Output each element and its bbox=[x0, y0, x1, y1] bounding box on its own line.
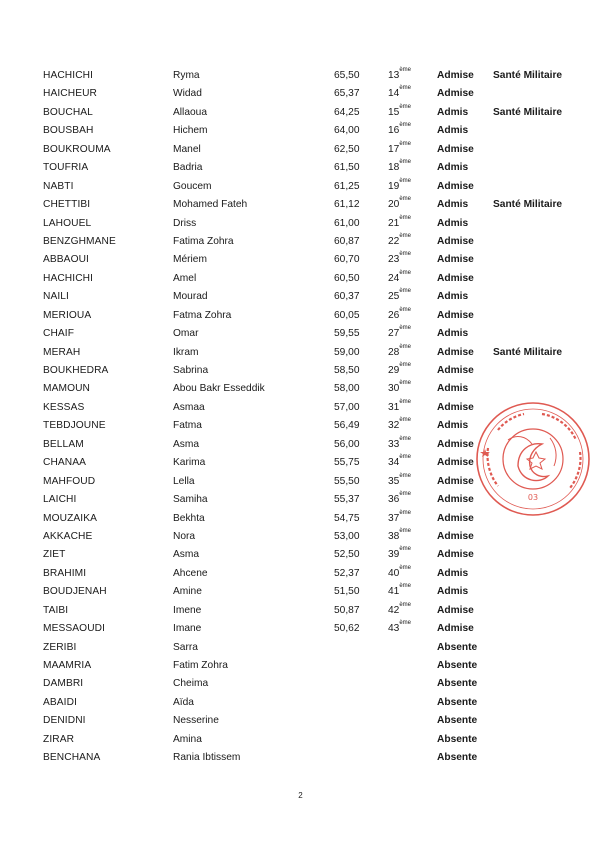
candidate-decision: Admis bbox=[437, 586, 469, 598]
candidate-rank bbox=[388, 196, 411, 214]
candidate-decision: Admise bbox=[437, 309, 474, 321]
candidate-decision: Absente bbox=[437, 715, 478, 727]
rank-suffix: ème bbox=[399, 103, 412, 110]
rank-number: 30 bbox=[388, 383, 400, 395]
candidate-score: 64,25 bbox=[334, 106, 360, 118]
candidate-score: 51,50 bbox=[334, 586, 360, 598]
candidate-first-name: Bekhta bbox=[173, 512, 205, 524]
candidate-last-name: BOUKHEDRA bbox=[43, 365, 109, 376]
rank-suffix: ème bbox=[399, 454, 412, 461]
candidate-decision: Admise bbox=[437, 88, 474, 100]
candidate-last-name: BOUCHAL bbox=[43, 106, 93, 118]
candidate-decision: Admise bbox=[437, 457, 474, 469]
table-row bbox=[0, 380, 601, 398]
candidate-first-name: Sabrina bbox=[173, 365, 209, 376]
rank-number: 21 bbox=[388, 217, 400, 229]
candidate-last-name: MAMOUN bbox=[43, 383, 91, 395]
candidate-last-name: MERIOUA bbox=[43, 309, 92, 321]
rank-suffix: ème bbox=[399, 362, 412, 368]
candidate-first-name: Amine bbox=[173, 586, 202, 598]
candidate-decision: Absente bbox=[437, 696, 478, 708]
candidate-first-name: Goucem bbox=[173, 180, 212, 192]
table-row bbox=[0, 583, 601, 601]
candidate-rank bbox=[388, 380, 411, 398]
candidate-rank bbox=[388, 325, 411, 343]
rank-number: 38 bbox=[388, 530, 400, 542]
candidate-last-name: TEBDJOUNE bbox=[43, 420, 106, 432]
table-row bbox=[0, 85, 601, 103]
rank-number: 35 bbox=[388, 475, 400, 487]
table-row bbox=[0, 159, 601, 177]
table-row bbox=[0, 307, 601, 325]
candidate-first-name: Karima bbox=[173, 457, 206, 469]
candidate-decision: Admis bbox=[437, 217, 469, 229]
candidate-first-name: Fatma bbox=[173, 420, 202, 432]
candidate-rank bbox=[388, 159, 411, 177]
candidate-score: 61,00 bbox=[334, 217, 360, 229]
candidate-score: 60,70 bbox=[334, 254, 360, 266]
candidate-rank bbox=[388, 270, 411, 288]
rank-suffix: ème bbox=[399, 472, 412, 479]
candidate-rank bbox=[388, 436, 411, 454]
rank-suffix: ème bbox=[399, 380, 412, 387]
rank-number: 27 bbox=[388, 328, 400, 340]
candidate-decision: Admise bbox=[437, 494, 474, 506]
candidate-decision: Admise bbox=[437, 549, 474, 561]
rank-number: 33 bbox=[388, 438, 400, 450]
candidate-score: 60,37 bbox=[334, 291, 360, 303]
candidate-decision: Admise bbox=[437, 604, 474, 616]
candidate-score: 61,50 bbox=[334, 162, 360, 174]
rank-suffix: ème bbox=[399, 140, 412, 147]
candidate-decision: Admis bbox=[437, 383, 469, 395]
candidate-rank bbox=[388, 178, 411, 196]
candidate-score: 59,00 bbox=[334, 346, 360, 358]
rank-suffix: ème bbox=[399, 509, 412, 516]
rank-suffix: ème bbox=[399, 177, 412, 184]
candidate-score: 52,37 bbox=[334, 567, 360, 579]
candidate-decision: Admise bbox=[437, 70, 474, 81]
rank-number: 22 bbox=[388, 235, 400, 247]
rank-suffix: ème bbox=[399, 288, 412, 295]
candidate-score: 64,00 bbox=[334, 125, 360, 137]
candidate-first-name: Ryma bbox=[173, 70, 200, 81]
rank-number: 28 bbox=[388, 346, 400, 358]
candidate-rank bbox=[388, 307, 411, 325]
candidate-first-name: Imane bbox=[173, 623, 202, 635]
candidate-rank bbox=[388, 122, 411, 140]
candidate-score: 60,50 bbox=[334, 272, 360, 284]
table-row bbox=[0, 602, 601, 620]
candidate-score: 55,50 bbox=[334, 475, 360, 487]
table-row bbox=[0, 178, 601, 196]
table-row bbox=[0, 675, 601, 693]
candidate-last-name: BOUDJENAH bbox=[43, 586, 107, 598]
rank-number: 23 bbox=[388, 254, 400, 266]
rank-suffix: ème bbox=[399, 122, 412, 129]
candidate-score: 60,87 bbox=[334, 235, 360, 247]
rank-suffix: ème bbox=[399, 67, 412, 73]
candidate-decision: Admise bbox=[437, 272, 474, 284]
rank-number: 16 bbox=[388, 125, 400, 137]
rank-number: 15 bbox=[388, 106, 400, 118]
table-row bbox=[0, 694, 601, 712]
candidate-last-name: LAICHI bbox=[43, 494, 77, 506]
table-row bbox=[0, 546, 601, 564]
candidate-score: 61,25 bbox=[334, 180, 360, 192]
rank-suffix: ème bbox=[399, 527, 412, 534]
candidate-last-name: ZIRAR bbox=[43, 733, 75, 745]
table-row bbox=[0, 362, 601, 380]
table-row bbox=[0, 104, 601, 122]
candidate-rank bbox=[388, 491, 411, 509]
table-row bbox=[0, 749, 601, 767]
table-row bbox=[0, 344, 601, 362]
candidate-last-name: TOUFRIA bbox=[43, 162, 89, 174]
candidate-last-name: ABBAOUI bbox=[43, 254, 89, 266]
rank-suffix: ème bbox=[399, 232, 412, 239]
candidate-decision: Admis bbox=[437, 567, 469, 579]
official-seal-icon bbox=[474, 400, 592, 518]
candidate-rank bbox=[388, 417, 411, 435]
candidate-first-name: Asma bbox=[173, 549, 200, 561]
rank-suffix: ème bbox=[399, 343, 412, 350]
table-row bbox=[0, 620, 601, 638]
candidate-decision: Absente bbox=[437, 678, 478, 690]
candidate-decision: Absente bbox=[437, 733, 478, 745]
table-row bbox=[0, 565, 601, 583]
candidate-last-name: BRAHIMI bbox=[43, 567, 87, 579]
candidate-last-name: LAHOUEL bbox=[43, 217, 92, 229]
candidate-last-name: DENIDNI bbox=[43, 715, 86, 727]
candidate-score: 65,37 bbox=[334, 88, 360, 100]
candidate-first-name: Cheima bbox=[173, 678, 209, 690]
candidate-first-name: Ahcene bbox=[173, 567, 208, 579]
candidate-first-name: Mohamed Fateh bbox=[173, 199, 248, 211]
candidate-decision: Absente bbox=[437, 752, 478, 764]
candidate-rank bbox=[388, 546, 411, 564]
candidate-decision: Admise bbox=[437, 235, 474, 247]
rank-suffix: ème bbox=[399, 85, 412, 92]
candidate-first-name: Driss bbox=[173, 217, 197, 229]
candidate-score: 58,00 bbox=[334, 383, 360, 395]
rank-number: 32 bbox=[388, 420, 400, 432]
table-row bbox=[0, 528, 601, 546]
candidate-score: 59,55 bbox=[334, 328, 360, 340]
rank-suffix: ème bbox=[399, 564, 412, 571]
candidate-first-name: Lella bbox=[173, 475, 195, 487]
rank-suffix: ème bbox=[399, 398, 412, 405]
candidate-first-name: Badria bbox=[173, 162, 203, 174]
rank-number: 41 bbox=[388, 586, 400, 598]
candidate-assignment: Santé Militaire bbox=[493, 70, 563, 81]
candidate-score: 56,49 bbox=[334, 420, 360, 432]
candidate-rank bbox=[388, 528, 411, 546]
table-row bbox=[0, 233, 601, 251]
candidate-assignment: Santé Militaire bbox=[493, 346, 563, 358]
candidate-rank bbox=[388, 620, 411, 638]
candidate-rank bbox=[388, 67, 411, 85]
rank-number: 36 bbox=[388, 494, 400, 506]
rank-suffix: ème bbox=[399, 435, 412, 442]
table-row bbox=[0, 712, 601, 730]
rank-suffix: ème bbox=[399, 546, 412, 553]
candidate-rank bbox=[388, 344, 411, 362]
candidate-first-name: Mourad bbox=[173, 291, 208, 303]
rank-number: 42 bbox=[388, 604, 400, 616]
candidate-rank bbox=[388, 583, 411, 601]
candidate-last-name: ZIET bbox=[43, 549, 66, 561]
candidate-last-name: ABAIDI bbox=[43, 696, 78, 708]
candidate-last-name: CHETTIBI bbox=[43, 199, 91, 211]
candidate-last-name: NABTI bbox=[43, 180, 74, 192]
rank-suffix: ème bbox=[399, 306, 412, 313]
candidate-first-name: Allaoua bbox=[173, 106, 207, 118]
candidate-last-name: MAHFOUD bbox=[43, 475, 96, 487]
table-row bbox=[0, 141, 601, 159]
candidate-last-name: DAMBRI bbox=[43, 678, 84, 690]
table-row bbox=[0, 67, 601, 85]
rank-number: 17 bbox=[388, 143, 400, 155]
rank-number: 26 bbox=[388, 309, 400, 321]
rank-number: 40 bbox=[388, 567, 400, 579]
candidate-score: 53,00 bbox=[334, 530, 360, 542]
rank-suffix: ème bbox=[399, 196, 412, 203]
candidate-rank bbox=[388, 251, 411, 269]
rank-suffix: ème bbox=[399, 251, 412, 258]
candidate-last-name: MERAH bbox=[43, 346, 81, 358]
candidate-score: 65,50 bbox=[334, 70, 360, 81]
candidate-first-name: Aïda bbox=[173, 696, 194, 708]
rank-number: 34 bbox=[388, 457, 400, 469]
candidate-decision: Admise bbox=[437, 512, 474, 524]
rank-number: 13 bbox=[388, 70, 400, 81]
candidate-decision: Admis bbox=[437, 162, 469, 174]
table-row bbox=[0, 215, 601, 233]
candidate-rank bbox=[388, 473, 411, 491]
candidate-rank bbox=[388, 288, 411, 306]
candidate-decision: Admise bbox=[437, 180, 474, 192]
rank-suffix: ème bbox=[399, 325, 412, 332]
candidate-last-name: CHANAA bbox=[43, 457, 87, 469]
rank-suffix: ème bbox=[399, 491, 412, 498]
candidate-rank bbox=[388, 104, 411, 122]
candidate-last-name: MOUZAIKA bbox=[43, 512, 98, 524]
rank-suffix: ème bbox=[399, 583, 412, 590]
candidate-last-name: BOUKROUMA bbox=[43, 143, 111, 155]
candidate-decision: Admise bbox=[437, 401, 474, 413]
candidate-first-name: Rania Ibtissem bbox=[173, 752, 241, 764]
candidate-first-name: Fatima Zohra bbox=[173, 235, 234, 247]
candidate-first-name: Hichem bbox=[173, 125, 208, 137]
candidate-last-name: HAICHEUR bbox=[43, 88, 98, 100]
candidate-decision: Admis bbox=[437, 106, 469, 118]
candidate-decision: Admise bbox=[437, 530, 474, 542]
candidate-last-name: BOUSBAH bbox=[43, 125, 94, 137]
candidate-score: 50,62 bbox=[334, 623, 360, 635]
table-row bbox=[0, 122, 601, 140]
candidate-last-name: BENZGHMANE bbox=[43, 235, 116, 247]
candidate-decision: Admis bbox=[437, 199, 469, 211]
candidate-decision: Admis bbox=[437, 125, 469, 137]
table-row bbox=[0, 657, 601, 675]
candidate-first-name: Imene bbox=[173, 604, 202, 616]
candidate-first-name: Manel bbox=[173, 143, 201, 155]
rank-number: 43 bbox=[388, 623, 400, 635]
candidate-first-name: Abou Bakr Esseddik bbox=[173, 383, 265, 395]
candidate-first-name: Fatma Zohra bbox=[173, 309, 232, 321]
candidate-last-name: BENCHANA bbox=[43, 752, 101, 764]
candidate-score: 55,75 bbox=[334, 457, 360, 469]
candidate-first-name: Mériem bbox=[173, 254, 207, 266]
table-row bbox=[0, 731, 601, 749]
rank-suffix: ème bbox=[399, 620, 412, 627]
rank-suffix: ème bbox=[399, 417, 412, 424]
candidate-rank bbox=[388, 565, 411, 583]
candidate-first-name: Omar bbox=[173, 328, 199, 340]
rank-suffix: ème bbox=[399, 214, 412, 221]
candidate-first-name: Amel bbox=[173, 272, 197, 284]
candidate-score: 54,75 bbox=[334, 512, 360, 524]
candidate-score: 57,00 bbox=[334, 401, 360, 413]
candidate-first-name: Amina bbox=[173, 733, 202, 745]
candidate-last-name: KESSAS bbox=[43, 401, 85, 413]
candidate-decision: Admise bbox=[437, 365, 474, 376]
rank-suffix: ème bbox=[399, 159, 412, 166]
rank-suffix: ème bbox=[399, 269, 412, 276]
candidate-rank bbox=[388, 141, 411, 159]
rank-number: 18 bbox=[388, 162, 400, 174]
candidate-first-name: Sarra bbox=[173, 641, 198, 653]
candidate-first-name: Widad bbox=[173, 88, 202, 100]
candidate-decision: Absente bbox=[437, 660, 478, 671]
rank-number: 37 bbox=[388, 512, 400, 524]
candidate-assignment: Santé Militaire bbox=[493, 106, 563, 118]
rank-number: 14 bbox=[388, 88, 400, 100]
candidate-decision: Admise bbox=[437, 623, 474, 635]
candidate-decision: Admise bbox=[437, 143, 474, 155]
page-number: 2 bbox=[298, 791, 303, 800]
candidate-last-name: BELLAM bbox=[43, 438, 84, 450]
candidate-last-name: AKKACHE bbox=[43, 530, 93, 542]
candidate-first-name: Samiha bbox=[173, 494, 208, 506]
stamp-code: 03 bbox=[527, 493, 539, 502]
candidate-score: 58,50 bbox=[334, 365, 360, 376]
candidate-rank bbox=[388, 362, 411, 380]
candidate-score: 62,50 bbox=[334, 143, 360, 155]
candidate-last-name: NAILI bbox=[43, 291, 69, 303]
candidate-decision: Admise bbox=[437, 346, 474, 358]
table-row bbox=[0, 325, 601, 343]
candidate-rank bbox=[388, 85, 411, 103]
candidate-first-name: Fatim Zohra bbox=[173, 660, 228, 671]
candidate-last-name: HACHICHI bbox=[43, 70, 94, 81]
candidate-first-name: Nesserine bbox=[173, 715, 219, 727]
candidate-decision: Admis bbox=[437, 420, 469, 432]
candidate-assignment: Santé Militaire bbox=[493, 199, 563, 211]
candidate-score: 56,00 bbox=[334, 438, 360, 450]
rank-number: 31 bbox=[388, 401, 400, 413]
rank-suffix: ème bbox=[399, 601, 412, 608]
candidate-first-name: Asma bbox=[173, 438, 200, 450]
rank-number: 20 bbox=[388, 199, 400, 211]
candidate-rank bbox=[388, 399, 411, 417]
candidate-decision: Admise bbox=[437, 438, 474, 450]
candidate-decision: Admise bbox=[437, 254, 474, 266]
candidate-score: 61,12 bbox=[334, 199, 360, 211]
candidate-first-name: Ikram bbox=[173, 346, 199, 358]
candidate-decision: Absente bbox=[437, 641, 478, 653]
table-row bbox=[0, 270, 601, 288]
candidate-first-name: Asmaa bbox=[173, 401, 205, 413]
candidate-score: 55,37 bbox=[334, 494, 360, 506]
rank-number: 19 bbox=[388, 180, 400, 192]
rank-number: 39 bbox=[388, 549, 400, 561]
candidate-first-name: Nora bbox=[173, 530, 196, 542]
rank-number: 24 bbox=[388, 272, 400, 284]
rank-number: 29 bbox=[388, 365, 400, 376]
candidate-last-name: CHAIF bbox=[43, 328, 75, 340]
table-row bbox=[0, 288, 601, 306]
candidate-score: 52,50 bbox=[334, 549, 360, 561]
candidate-last-name: ZERIBI bbox=[43, 641, 77, 653]
candidate-rank bbox=[388, 233, 411, 251]
candidate-last-name: TAIBI bbox=[43, 604, 69, 616]
candidate-rank bbox=[388, 602, 411, 620]
candidate-last-name: HACHICHI bbox=[43, 272, 94, 284]
candidate-rank bbox=[388, 510, 411, 528]
table-row bbox=[0, 251, 601, 269]
candidate-last-name: MESSAOUDI bbox=[43, 623, 106, 635]
candidate-rank bbox=[388, 454, 411, 472]
table-row bbox=[0, 196, 601, 214]
candidate-last-name: MAAMRIA bbox=[43, 660, 92, 671]
table-row bbox=[0, 639, 601, 657]
candidate-score: 50,87 bbox=[334, 604, 360, 616]
candidate-decision: Admise bbox=[437, 475, 474, 487]
candidate-decision: Admis bbox=[437, 291, 469, 303]
candidate-decision: Admis bbox=[437, 328, 469, 340]
rank-number: 25 bbox=[388, 291, 400, 303]
candidate-score: 60,05 bbox=[334, 309, 360, 321]
candidate-rank bbox=[388, 215, 411, 233]
